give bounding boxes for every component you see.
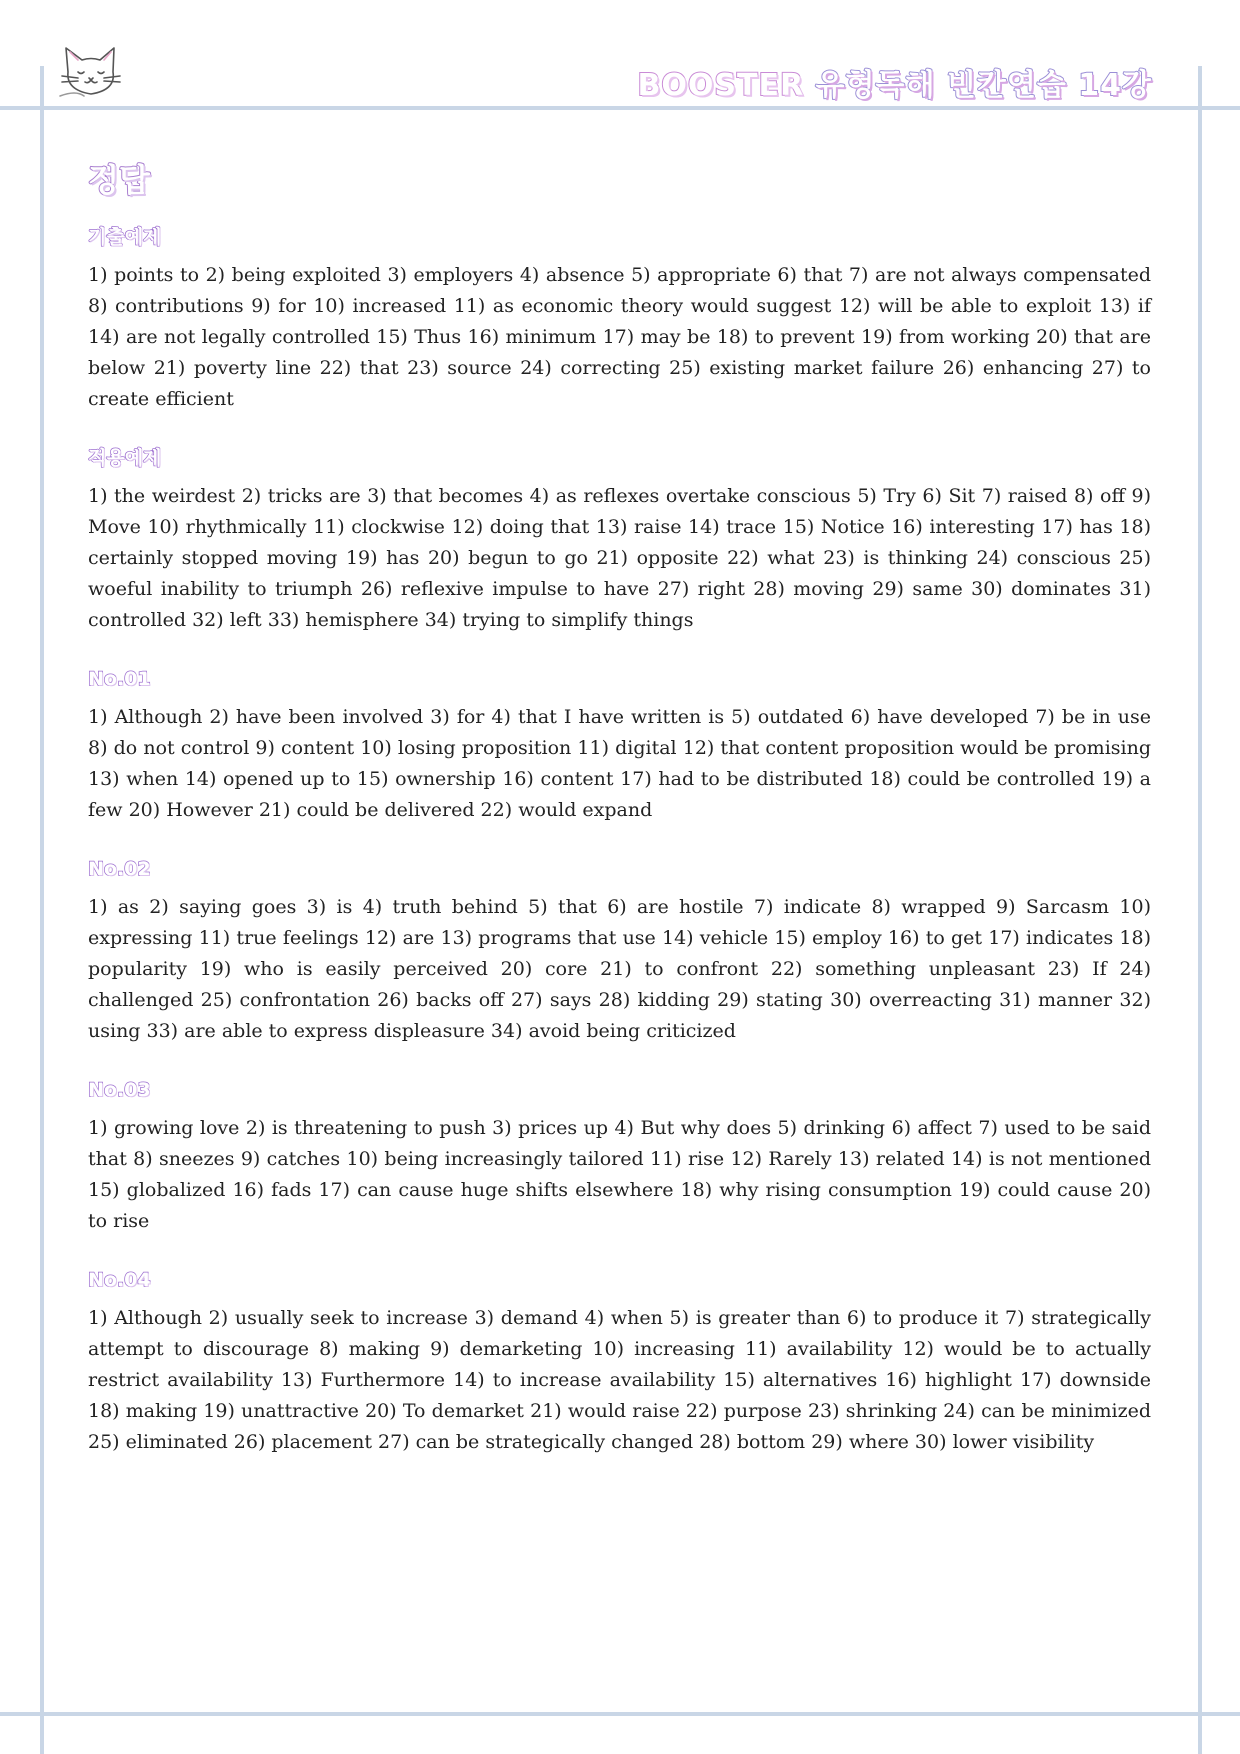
answer-section: [88, 666, 1151, 826]
header-divider: [0, 106, 1240, 110]
section-answers: 1) the weirdest 2) tricks are 3) that becomes 4) as reflexes overtake conscious 5) Try 6) Sit 7) raised 8) off 9) Move 10) rhythmically 11) clockwise 12) doing that 13) raise 14) trace 15) Notice 16) interesting 17) has 18) certainly stopped moving 19) has 20) begun to go 21) opposite 22) what 23) is thinking 24) conscious 25) woeful inability to triumph 26) reflexive impulse to have 27) right 28) moving 29) same 30) dominates 31) controlled 32) left 33) hemisphere 34) trying to simplify things: [88, 485, 1151, 631]
answer-section: [88, 445, 1151, 636]
section-heading: 기출예제: [88, 226, 162, 248]
section-heading: No.01: [88, 668, 151, 690]
page-title: 정답: [88, 161, 150, 199]
answer-section: [88, 856, 1151, 1047]
answer-section: [88, 1077, 1151, 1237]
section-heading: 적용예제: [88, 447, 162, 469]
section-heading: No.02: [88, 858, 151, 880]
header-title: [638, 60, 1152, 104]
header-title-booster: BOOSTER: [637, 68, 805, 103]
footer-divider: [0, 1712, 1240, 1716]
answer-section: [88, 1267, 1151, 1458]
section-answers: 1) Although 2) have been involved 3) for 4) that I have written is 5) outdated 6) have developed 7) be in use 8) do not control 9) content 10) losing proposition 11) digital 12) that content proposition would be promising 13) when 14) opened up to 15) ownership 16) content 17) had to be distributed 18) could be controlled 19) a few 20) However 21) could be delivered 22) would expand: [88, 706, 1151, 821]
frame-left-line: [40, 66, 44, 1754]
header-title-subtitle: 유형독해 빈칸연습 14강: [815, 68, 1152, 103]
section-heading: No.03: [88, 1079, 151, 1101]
section-heading: No.04: [88, 1269, 151, 1291]
answer-content: [88, 150, 1151, 1488]
section-answers: 1) growing love 2) is threatening to push 3) prices up 4) But why does 5) drinking 6) affect 7) used to be said that 8) sneezes 9) catches 10) being increasingly tailored 11) rise 12) Rarely 13) related 14) is not mentioned 15) globalized 16) fads 17) can cause huge shifts elsewhere 18) why rising consumption 19) could cause 20) to rise: [88, 1117, 1151, 1232]
section-answers: 1) Although 2) usually seek to increase 3) demand 4) when 5) is greater than 6) to produce it 7) strategically attempt to discourage 8) making 9) demarketing 10) increasing 11) availability 12) would be to actually restrict availability 13) Furthermore 14) to increase availability 15) alternatives 16) highlight 17) downside 18) making 19) unattractive 20) To demarket 21) would raise 22) purpose 23) shrinking 24) can be minimized 25) eliminated 26) placement 27) can be strategically changed 28) bottom 29) where 30) lower visibility: [88, 1307, 1151, 1453]
section-answers: 1) points to 2) being exploited 3) employers 4) absence 5) appropriate 6) that 7) are not always compensated 8) contributions 9) for 10) increased 11) as economic theory would suggest 12) will be able to exploit 13) if 14) are not legally controlled 15) Thus 16) minimum 17) may be 18) to prevent 19) from working 20) that are below 21) poverty line 22) that 23) source 24) correcting 25) existing market failure 26) enhancing 27) to create efficient: [88, 264, 1151, 410]
section-answers: 1) as 2) saying goes 3) is 4) truth behind 5) that 6) are hostile 7) indicate 8) wrapped 9) Sarcasm 10) expressing 11) true feelings 12) are 13) programs that use 14) vehicle 15) employ 16) to get 17) indicates 18) popularity 19) who is easily perceived 20) core 21) to confront 22) something unpleasant 23) If 24) challenged 25) confrontation 26) backs off 27) says 28) kidding 29) stating 30) overreacting 31) manner 32) using 33) are able to express displeasure 34) avoid being criticized: [88, 896, 1151, 1042]
answer-section: [88, 224, 1151, 415]
cat-face-icon: [58, 42, 124, 100]
frame-right-line: [1198, 66, 1202, 1754]
